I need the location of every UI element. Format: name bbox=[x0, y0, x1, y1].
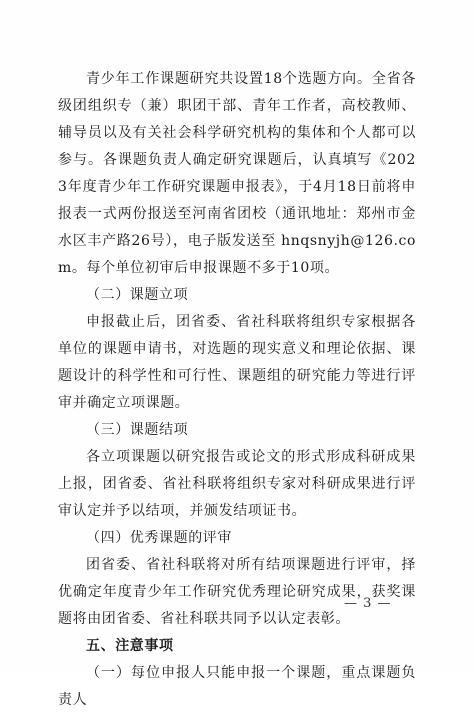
heading-project-completion: （三）课题结项 bbox=[86, 422, 189, 438]
paragraph-notes-first: （一）每位申报人只能申报一个课题，重点课题负责人 bbox=[58, 665, 416, 708]
heading-notes: 五、注意事项 bbox=[86, 638, 174, 654]
heading-excellent-review: （四）优秀课题的评审 bbox=[86, 530, 232, 546]
paragraph-excellent-review: 团省委、省社科联将对所有结项课题进行评审，择优确定年度青少年工作研究优秀理论研究成果，获奖课题将由团省委、省社科联共同予以认定表彰。 bbox=[58, 557, 416, 627]
paragraph-application-intro: 青少年工作课题研究共设置18个选题方向。全省各级团组织专（兼）职团干部、青年工作者，高校教师、辅导员以及有关社会科学研究机构的集体和个人都可以参与。各课题负责人确定研究课题后，认真填写《2023年度青少年工作研究课题申报表》，于4月18日前将申报表一式两份报送至河南省团校（通讯地址：郑州市金水区丰产路26号），电子版发送至 hnqsnyjh@126.com。每个单位初审后申报课题不多于10项。 bbox=[58, 71, 416, 276]
page-number: — 3 — bbox=[344, 596, 392, 611]
paragraph-project-approval: 申报截止后，团省委、省社科联将组织专家根据各单位的课题申请书，对选题的现实意义和理论依据、课题设计的科学性和可行性、课题组的研究能力等进行评审并确定立项课题。 bbox=[58, 314, 416, 411]
paragraph-project-completion: 各立项课题以研究报告或论文的形式形成科研成果上报，团省委、省社科联将组织专家对科研成果进行评审认定并予以结项，并颁发结项证书。 bbox=[58, 449, 416, 519]
heading-project-approval: （二）课题立项 bbox=[86, 287, 189, 303]
document-body bbox=[58, 66, 416, 714]
